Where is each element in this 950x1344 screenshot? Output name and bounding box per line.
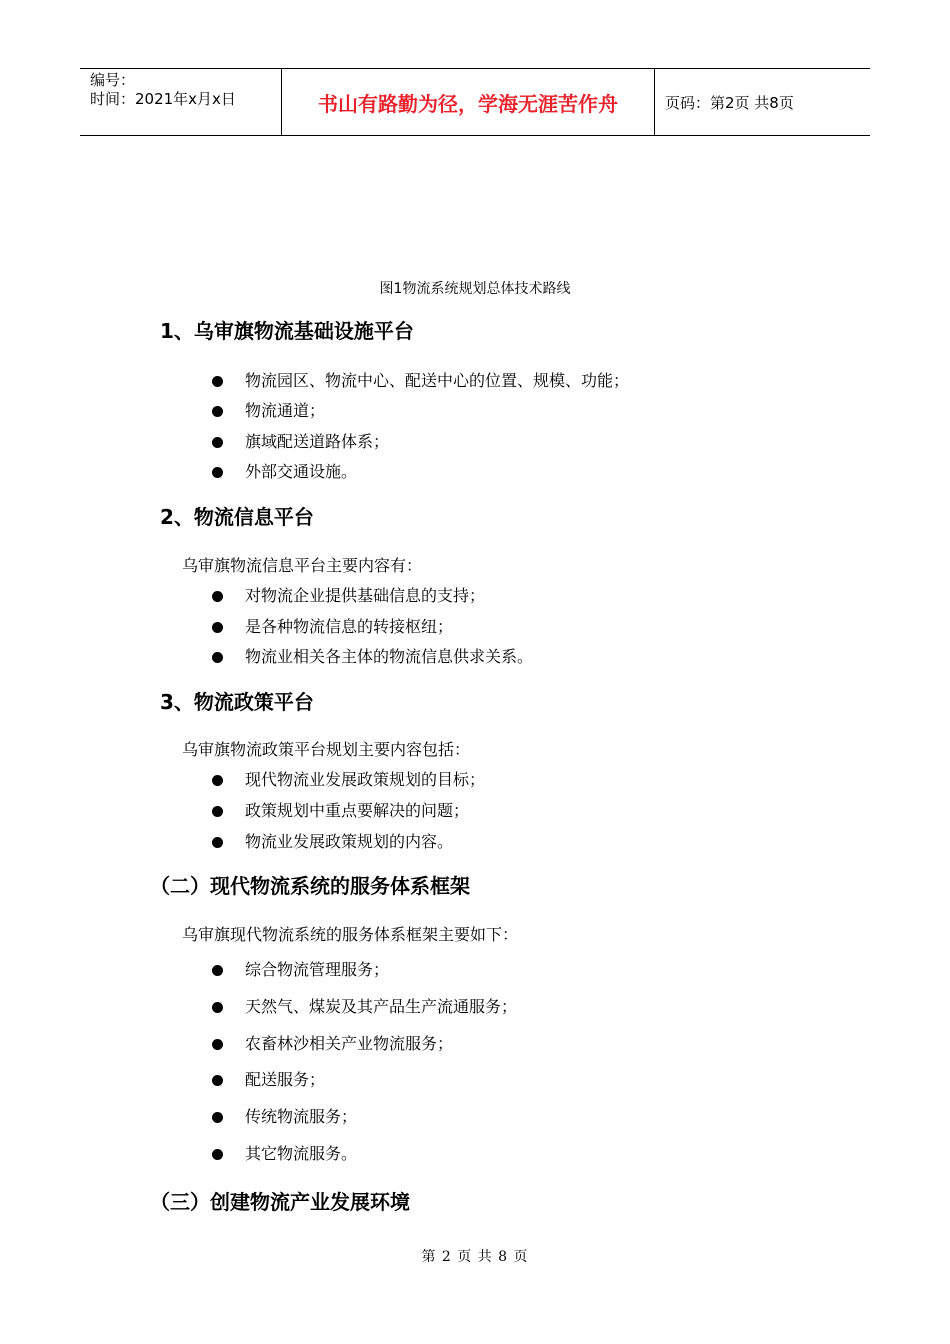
bullet-icon	[212, 376, 223, 387]
list-item: 政策规划中重点要解决的问题；	[212, 800, 469, 822]
bullet-icon	[212, 965, 223, 976]
list-item: 外部交通设施。	[212, 461, 357, 483]
bullet-icon	[212, 437, 223, 448]
section-heading: （二）现代物流系统的服务体系框架	[150, 874, 470, 898]
bullet-icon	[212, 1039, 223, 1050]
bullet-icon	[212, 1002, 223, 1013]
section-intro: 乌审旗现代物流系统的服务体系框架主要如下：	[182, 925, 519, 944]
time-label: 时间：2021年x月x日	[90, 90, 236, 108]
list-item: 农畜林沙相关产业物流服务；	[212, 1033, 453, 1055]
list-item: 物流业发展政策规划的内容。	[212, 831, 453, 853]
section-intro: 乌审旗物流政策平台规划主要内容包括：	[182, 740, 471, 759]
list-item: 现代物流业发展政策规划的目标；	[212, 769, 485, 791]
header-left-cell	[80, 69, 282, 135]
list-item: 物流园区、物流中心、配送中心的位置、规模、功能；	[212, 370, 629, 392]
bullet-icon	[212, 591, 223, 602]
list-item: 旗域配送道路体系；	[212, 431, 389, 453]
section-heading: 3、物流政策平台	[160, 690, 314, 714]
bullet-icon	[212, 1149, 223, 1160]
page-header	[80, 68, 870, 136]
page-footer: 第 2 页 共 8 页	[421, 1249, 529, 1265]
bullet-icon	[212, 1112, 223, 1123]
bullet-icon	[212, 1075, 223, 1086]
list-item: 综合物流管理服务；	[212, 959, 389, 981]
section-heading: （三）创建物流产业发展环境	[150, 1190, 410, 1214]
bullet-icon	[212, 406, 223, 417]
section-heading: 2、物流信息平台	[160, 505, 314, 529]
figure-caption: 图1物流系统规划总体技术路线	[379, 281, 571, 297]
list-item: 其它物流服务。	[212, 1143, 357, 1165]
list-item: 传统物流服务；	[212, 1106, 357, 1128]
section-intro: 乌审旗物流信息平台主要内容有：	[182, 556, 423, 575]
number-label: 编号：	[90, 71, 136, 89]
bullet-icon	[212, 467, 223, 478]
motto: 书山有路勤为径，学海无涯苦作舟	[282, 69, 655, 135]
list-item: 是各种物流信息的转接枢纽；	[212, 616, 453, 638]
bullet-icon	[212, 775, 223, 786]
bullet-icon	[212, 652, 223, 663]
bullet-icon	[212, 806, 223, 817]
page-label: 页码：第2页 共8页	[665, 93, 794, 112]
list-item: 配送服务；	[212, 1069, 325, 1091]
bullet-icon	[212, 837, 223, 848]
list-item: 天然气、煤炭及其产品生产流通服务；	[212, 996, 517, 1018]
list-item: 物流业相关各主体的物流信息供求关系。	[212, 646, 533, 668]
list-item: 物流通道；	[212, 400, 325, 422]
list-item: 对物流企业提供基础信息的支持；	[212, 585, 485, 607]
section-heading: 1、乌审旗物流基础设施平台	[160, 319, 414, 343]
bullet-icon	[212, 622, 223, 633]
